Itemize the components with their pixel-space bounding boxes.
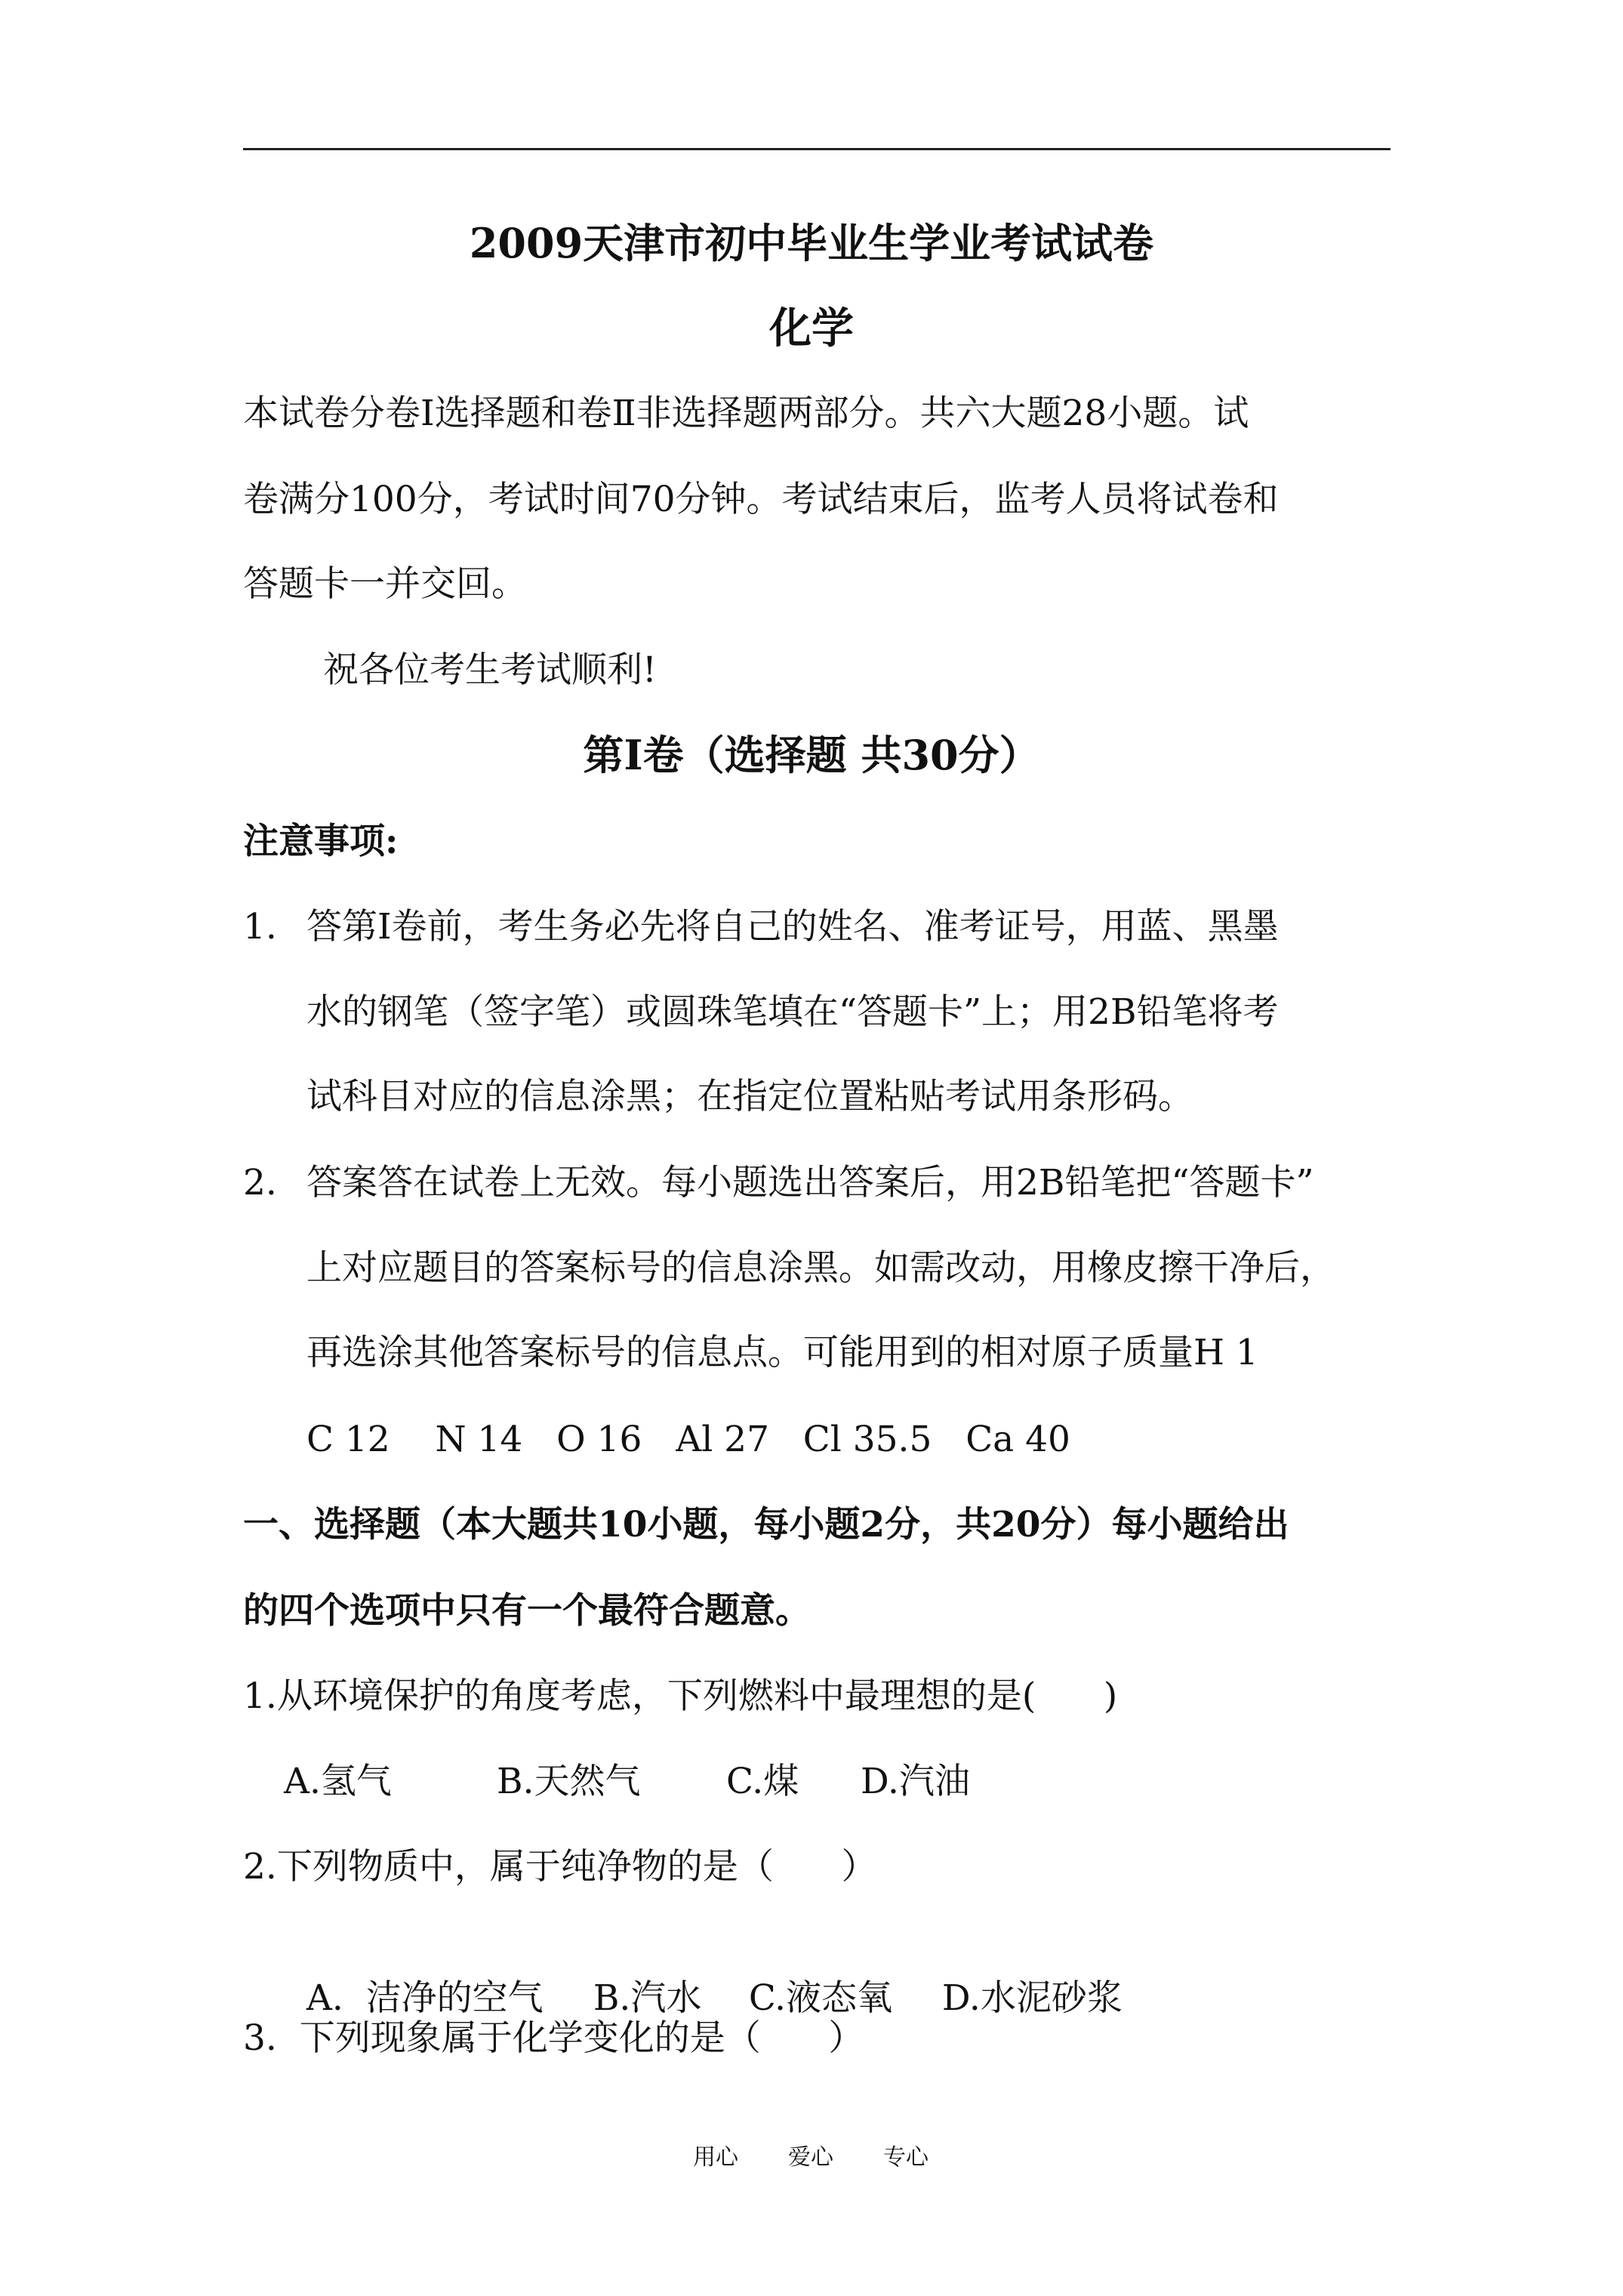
intro-line: 答题卡一并交回。: [243, 563, 527, 605]
intro-line: 卷满分100分，考试时间70分钟。考试结束后，监考人员将试卷和: [243, 479, 1279, 520]
option-a: A. 洁净的空气: [306, 1977, 544, 2019]
option-c: C.液态氧: [748, 1977, 893, 2019]
page-footer: [693, 2143, 978, 2173]
note-line: 水的钢笔（签字笔）或圆珠笔填在“答题卡”上；用2B铅笔将考: [306, 991, 1279, 1033]
footer-text: 爱心: [788, 2144, 833, 2171]
note-line: 答案答在试卷上无效。每小题选出答案后，用2B铅笔把“答题卡”: [306, 1162, 1314, 1203]
option-d: D.汽油: [861, 1761, 970, 1802]
note-line: 上对应题目的答案标号的信息涂黑。如需改动，用橡皮擦干净后，: [306, 1247, 1335, 1289]
intro-line: 本试卷分卷Ⅰ选择题和卷Ⅱ非选择题两部分。共六大题28小题。试: [243, 393, 1249, 434]
part-one-heading: 的四个选项中只有一个最符合题意。: [243, 1590, 811, 1632]
footer-text: 专心: [883, 2144, 929, 2171]
question-options: [284, 1931, 1123, 2021]
footer-text: 用心: [693, 2144, 738, 2171]
question-stem: 2.下列物质中，属于纯净物的是（ ）: [243, 1846, 877, 1888]
option-d: D.水泥砂浆: [941, 1977, 1123, 2019]
wish-text: 祝各位考生考试顺利!: [323, 649, 657, 691]
page-subtitle: 化学: [769, 304, 854, 353]
part-one-heading: 一、选择题（本大题共10小题，每小题2分，共20分）每小题给出: [243, 1504, 1289, 1546]
note-line: 再选涂其他答案标号的信息点。可能用到的相对原子质量H 1: [306, 1332, 1258, 1373]
page-title: 2009天津市初中毕业生学业考试试卷: [469, 219, 1154, 267]
section-title: 第Ⅰ卷（选择题 共30分）: [583, 731, 1040, 779]
note-line: 答第Ⅰ卷前，考生务必先将自己的姓名、准考证号，用蓝、黑墨: [306, 906, 1279, 948]
question-stem: 3. 下列现象属于化学变化的是（ ）: [243, 2017, 864, 2059]
option-a: A.氢气: [284, 1761, 392, 1802]
atomic-masses: C 12 N 14 O 16 Al 27 Cl 35.5 Ca 40: [306, 1419, 1070, 1460]
option-c: C.煤: [726, 1761, 799, 1802]
question-options: [284, 1759, 970, 1804]
header-rule: [243, 148, 1390, 150]
question-stem: 1.从环境保护的角度考虑，下列燃料中最理想的是( ): [243, 1675, 1118, 1717]
note-line: 试科目对应的信息涂黑；在指定位置粘贴考试用条形码。: [306, 1076, 1193, 1117]
notes-heading: 注意事项:: [243, 821, 399, 862]
option-b: B.汽水: [593, 1977, 702, 2019]
note-number: 1.: [243, 906, 277, 948]
note-number: 2.: [243, 1162, 277, 1203]
option-b: B.天然气: [497, 1761, 641, 1802]
